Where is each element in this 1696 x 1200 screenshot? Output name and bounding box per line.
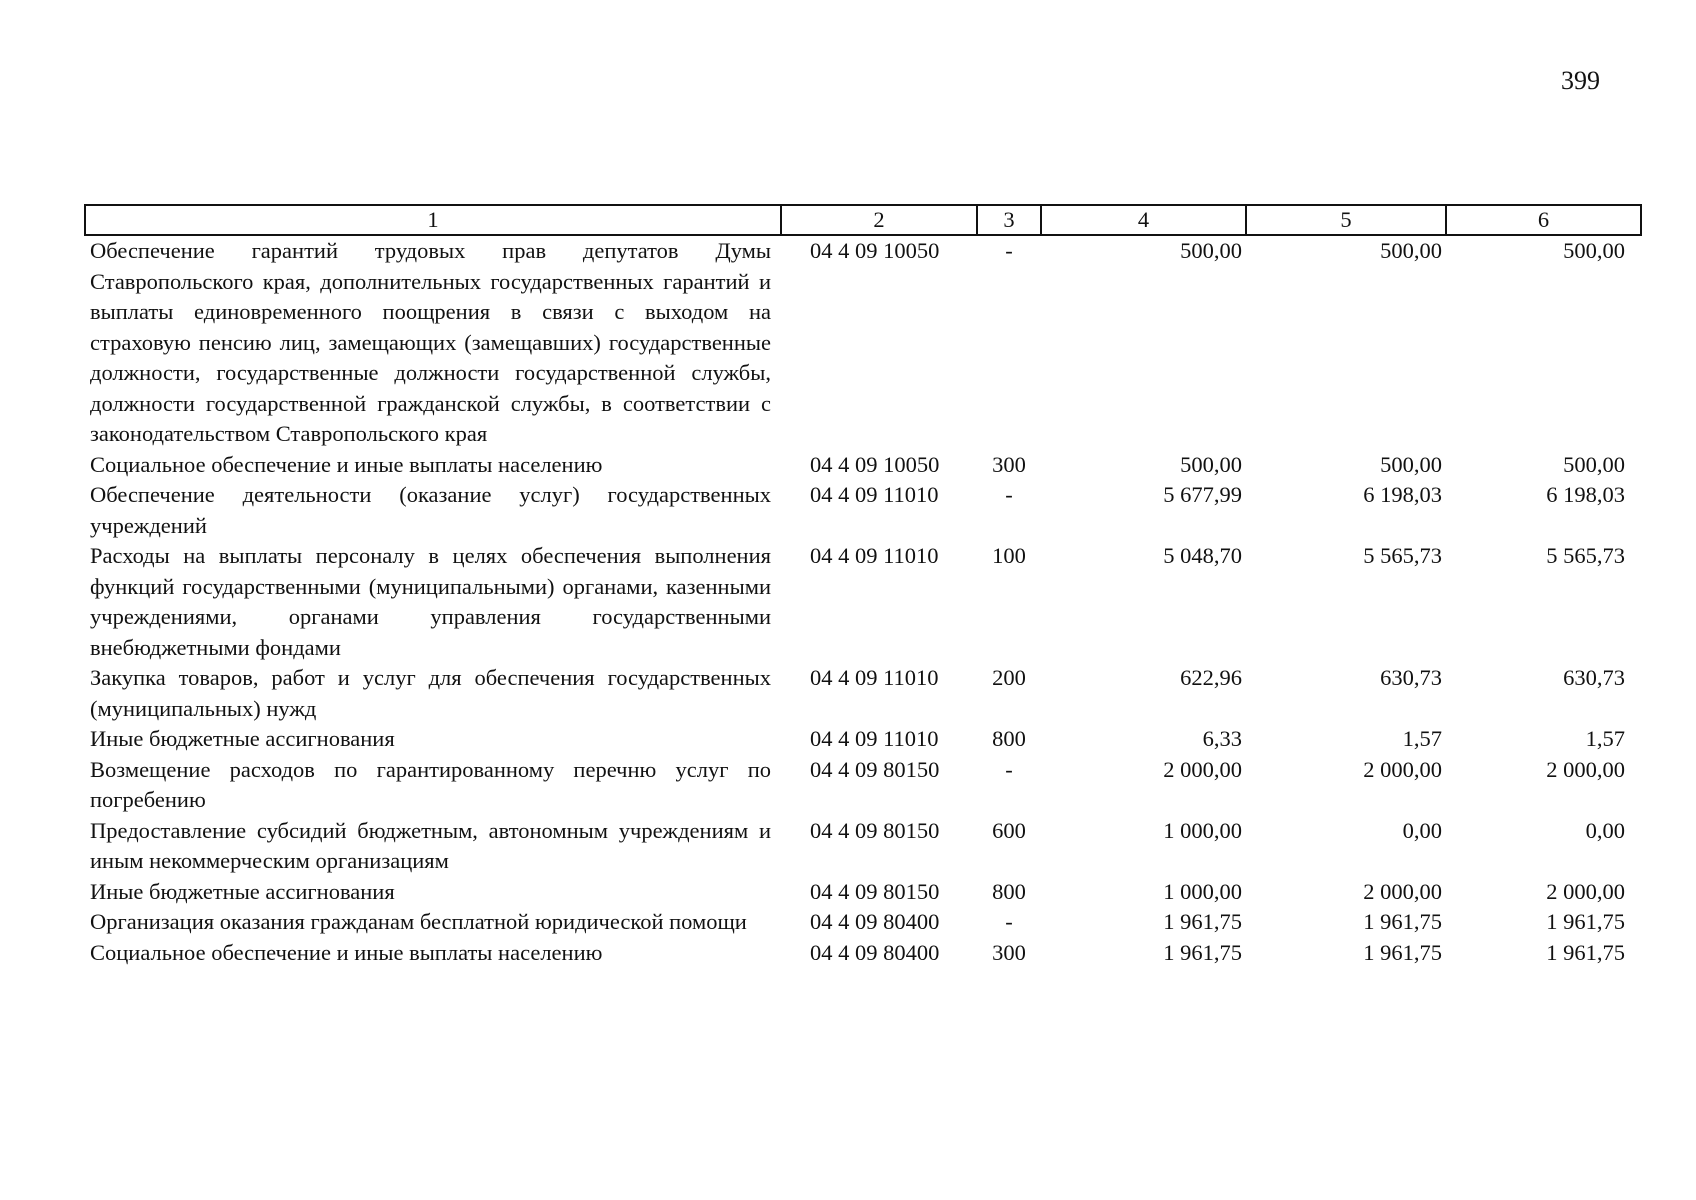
budget-code: 04 4 09 80150 [810,756,940,782]
amount-col-6: 2 000,00 [1546,756,1625,782]
table-row [85,541,1641,663]
amount-col-6: 1 961,75 [1546,939,1625,965]
budget-code: 04 4 09 10050 [810,451,940,477]
expense-type: 200 [992,665,1026,690]
amount-col-4: 2 000,00 [1163,756,1242,782]
amount-col-4: 1 961,75 [1163,939,1242,965]
page-number: 399 [1561,66,1600,95]
table-row [85,235,1641,450]
amount-col-5: 500,00 [1380,238,1442,263]
table-row [85,907,1641,938]
column-number-1: 1 [85,205,781,235]
column-number-5: 5 [1246,205,1446,235]
budget-code: 04 4 09 11010 [810,482,939,507]
amount-col-5: 500,00 [1380,451,1442,477]
amount-col-6: 1,57 [1585,726,1625,751]
budget-code: 04 4 09 11010 [810,543,939,568]
expense-name: Организация оказания гражданам бесплатной юридической помощи [90,909,747,934]
table-row [85,724,1641,755]
amount-col-5: 5 565,73 [1363,543,1442,568]
budget-code: 04 4 09 10050 [810,238,940,263]
budget-code: 04 4 09 80150 [810,878,940,904]
table-row [85,938,1641,969]
expense-type: - [1005,482,1013,507]
table-row [85,480,1641,541]
expense-name: Предоставление субсидий бюджетным, автономным учреждениям и иным некоммерческим организациям [90,817,771,873]
amount-col-6: 1 961,75 [1546,909,1625,934]
amount-col-4: 5 048,70 [1163,543,1242,568]
column-number-4: 4 [1041,205,1246,235]
column-number-header-row [85,205,1641,235]
expense-name: Социальное обеспечение и иные выплаты населению [90,939,603,965]
budget-code: 04 4 09 11010 [810,665,939,690]
column-number-6: 6 [1446,205,1641,235]
amount-col-5: 630,73 [1380,665,1442,690]
amount-col-4: 500,00 [1180,238,1242,263]
amount-col-6: 6 198,03 [1546,482,1625,507]
table-row [85,816,1641,877]
expense-name: Расходы на выплаты персоналу в целях обеспечения выполнения функций государственными (муниципальными) органами, казенными учреждениями, органами управления государственными внебюджетными фондами [90,543,771,660]
expense-name: Социальное обеспечение и иные выплаты населению [90,451,603,477]
amount-col-4: 5 677,99 [1163,482,1242,507]
amount-col-5: 2 000,00 [1363,878,1442,904]
budget-table [84,204,1642,968]
table-row [85,450,1641,481]
expense-type: 600 [992,817,1026,843]
amount-col-4: 622,96 [1180,665,1242,690]
expense-name: Иные бюджетные ассигнования [90,726,395,751]
expense-type: 100 [992,543,1026,568]
amount-col-6: 5 565,73 [1546,543,1625,568]
amount-col-5: 2 000,00 [1363,756,1442,782]
table-row [85,663,1641,724]
amount-col-5: 1 961,75 [1363,939,1442,965]
budget-code: 04 4 09 80400 [810,909,940,934]
amount-col-4: 1 000,00 [1163,878,1242,904]
budget-code: 04 4 09 80400 [810,939,940,965]
table-row [85,877,1641,908]
expense-type: 800 [992,726,1026,751]
expense-name: Обеспечение гарантий трудовых прав депутатов Думы Ставропольского края, дополнительных государственных гарантий и выплаты единовременного поощрения в связи с выходом на страховую пенсию лиц, замещающих (замещавших) государственные должности, государственные должности государственной службы, должности государственной гражданской службы, в соответствии с законодательством Ставропольского края [90,238,771,446]
amount-col-4: 1 000,00 [1163,817,1242,843]
amount-col-6: 500,00 [1563,238,1625,263]
expense-name: Иные бюджетные ассигнования [90,878,395,904]
budget-code: 04 4 09 11010 [810,726,939,751]
amount-col-6: 500,00 [1563,451,1625,477]
amount-col-4: 6,33 [1202,726,1242,751]
amount-col-5: 1,57 [1402,726,1442,751]
amount-col-5: 1 961,75 [1363,909,1442,934]
expense-name: Закупка товаров, работ и услуг для обеспечения государственных (муниципальных) нужд [90,665,771,721]
expense-type: 300 [992,939,1026,965]
expense-type: - [1005,909,1013,934]
amount-col-6: 2 000,00 [1546,878,1625,904]
expense-type: - [1005,756,1013,782]
expense-name: Обеспечение деятельности (оказание услуг) государственных учреждений [90,482,771,538]
budget-code: 04 4 09 80150 [810,817,940,843]
amount-col-5: 0,00 [1402,817,1442,843]
expense-type: - [1005,238,1013,263]
amount-col-6: 0,00 [1585,817,1625,843]
amount-col-4: 1 961,75 [1163,909,1242,934]
table-row [85,755,1641,816]
amount-col-4: 500,00 [1180,451,1242,477]
amount-col-6: 630,73 [1563,665,1625,690]
expense-type: 300 [992,451,1026,477]
column-number-3: 3 [977,205,1041,235]
expense-type: 800 [992,878,1026,904]
column-number-2: 2 [781,205,977,235]
expense-name: Возмещение расходов по гарантированному перечню услуг по погребению [90,756,771,812]
amount-col-5: 6 198,03 [1363,482,1442,507]
